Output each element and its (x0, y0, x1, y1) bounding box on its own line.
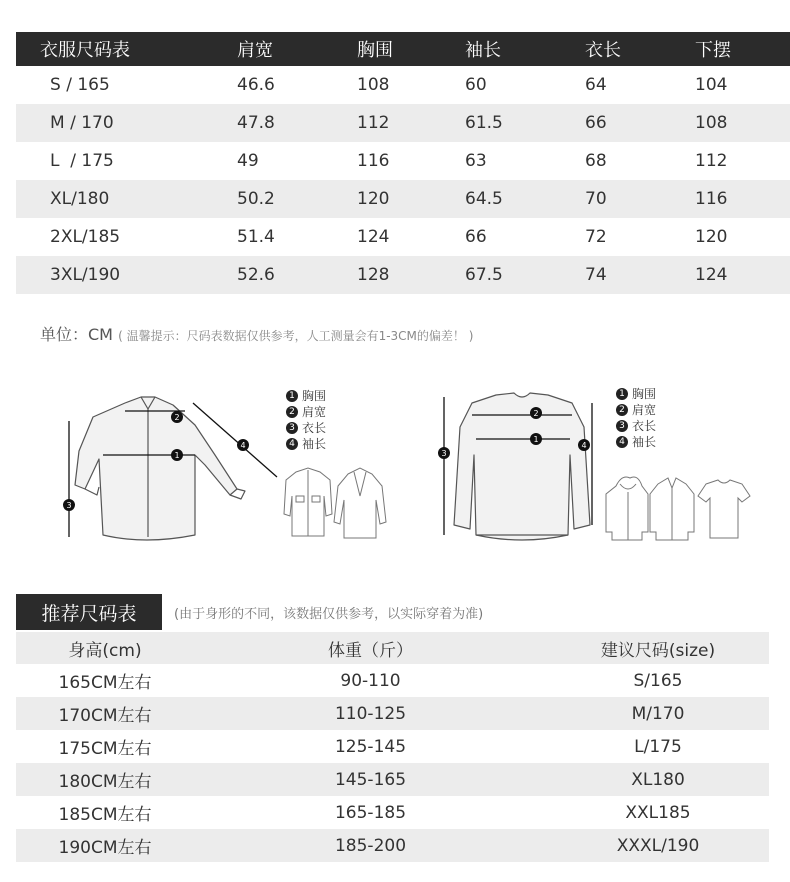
legend-item (616, 402, 656, 418)
size-chart-header (16, 32, 790, 66)
hem-cell: 112 (695, 151, 728, 171)
header-suggested-size: 建议尺码(size) (547, 632, 769, 664)
header-shoulder: 肩宽 (237, 32, 357, 66)
sleeve-cell: 61.5 (465, 104, 585, 142)
recommend-table (16, 632, 769, 862)
legend-label: 衣长 (302, 421, 327, 435)
size-chart-table (16, 32, 790, 294)
header-weight: 体重（斤） (194, 632, 547, 664)
hem-cell: 116 (695, 180, 790, 218)
legend-item (286, 436, 326, 452)
legend-label: 袖长 (302, 437, 327, 451)
weight-cell: 90-110 (340, 670, 401, 691)
table-row (16, 142, 790, 180)
shirt-measurement-diagram (55, 385, 285, 555)
header-chest: 胸围 (357, 32, 465, 66)
size-cell: 3XL/190 (16, 256, 237, 294)
chest-cell: 128 (357, 256, 465, 294)
svg-text:3: 3 (441, 449, 447, 458)
height-cell: 175CM左右 (58, 739, 152, 759)
height-cell: 165CM左右 (58, 673, 152, 693)
legend-label: 肩宽 (302, 405, 327, 419)
svg-text:4: 4 (240, 441, 246, 450)
svg-text:2: 2 (533, 409, 539, 418)
size-cell: L / 175 (50, 151, 114, 171)
size-cell: S / 165 (50, 75, 110, 95)
sleeve-cell: 67.5 (465, 256, 585, 294)
weight-cell: 185-200 (194, 829, 547, 862)
number-4-icon: 4 (616, 436, 628, 448)
number-3-icon: 3 (286, 422, 298, 434)
sleeve-cell: 60 (465, 75, 487, 95)
chest-cell: 124 (357, 227, 390, 247)
size-cell: XL180 (547, 763, 769, 796)
shoulder-cell: 47.8 (237, 104, 357, 142)
header-length: 衣长 (585, 32, 695, 66)
table-row (16, 796, 769, 829)
svg-text:4: 4 (581, 441, 587, 450)
sweater-measurement-diagram (432, 385, 602, 550)
length-cell: 72 (585, 227, 607, 247)
hem-cell: 104 (695, 75, 728, 95)
size-cell: S/165 (633, 670, 683, 691)
legend-item (616, 386, 656, 402)
legend-item (616, 418, 656, 434)
sweater-legend (616, 386, 656, 450)
shoulder-cell: 52.6 (237, 256, 357, 294)
table-row (16, 180, 790, 218)
height-cell: 170CM左右 (16, 697, 194, 730)
legend-item (286, 420, 326, 436)
sleeve-cell: 66 (465, 227, 487, 247)
height-cell: 180CM左右 (16, 763, 194, 796)
size-cell: M/170 (547, 697, 769, 730)
size-cell: M / 170 (16, 104, 237, 142)
table-row (16, 829, 769, 862)
unit-note (40, 322, 473, 345)
number-4-icon: 4 (286, 438, 298, 450)
weight-cell: 125-145 (334, 736, 407, 757)
length-cell: 68 (585, 151, 607, 171)
legend-label: 胸围 (632, 387, 657, 401)
size-cell: 2XL/185 (50, 227, 121, 247)
hem-cell: 120 (695, 227, 728, 247)
number-2-icon: 2 (616, 404, 628, 416)
size-cell: L/175 (634, 736, 682, 757)
weight-cell: 110-125 (194, 697, 547, 730)
hem-cell: 108 (695, 104, 790, 142)
legend-label: 袖长 (632, 435, 657, 449)
header-size: 衣服尺码表 (16, 32, 237, 66)
chest-cell: 108 (357, 75, 390, 95)
height-cell: 185CM左右 (58, 805, 152, 825)
recommend-subtitle: (由于身形的不同，该数据仅供参考，以实际穿着为准) (174, 607, 484, 622)
sleeve-cell: 63 (465, 151, 487, 171)
measurement-tip: ( 温馨提示：尺码表数据仅供参考，人工测量会有1-3CM的偏差！ ) (118, 329, 474, 343)
recommend-header (16, 632, 769, 664)
table-row (16, 697, 769, 730)
table-row (16, 218, 790, 256)
height-cell: 190CM左右 (16, 829, 194, 862)
shoulder-cell: 49 (237, 151, 259, 171)
unit-label: 单位：CM (40, 325, 113, 344)
chest-cell: 116 (357, 151, 390, 171)
length-cell: 70 (585, 180, 695, 218)
legend-label: 肩宽 (632, 403, 657, 417)
table-row (16, 66, 790, 104)
svg-text:3: 3 (66, 501, 72, 510)
table-row (16, 104, 790, 142)
legend-item (286, 388, 326, 404)
sleeve-cell: 64.5 (465, 180, 585, 218)
number-1-icon: 1 (286, 390, 298, 402)
weight-cell: 145-165 (194, 763, 547, 796)
svg-text:2: 2 (174, 413, 180, 422)
chest-cell: 112 (357, 104, 465, 142)
length-cell: 74 (585, 256, 695, 294)
weight-cell: 165-185 (334, 802, 407, 823)
table-row (16, 730, 769, 763)
chest-cell: 120 (357, 180, 465, 218)
size-cell: XXXL/190 (547, 829, 769, 862)
garment-illustrations (602, 474, 752, 546)
shoulder-cell: 51.4 (237, 227, 275, 247)
size-cell: XL/180 (16, 180, 237, 218)
length-cell: 66 (585, 104, 695, 142)
header-hem: 下摆 (695, 32, 790, 66)
shoulder-cell: 50.2 (237, 180, 357, 218)
header-height: 身高(cm) (16, 632, 194, 664)
legend-label: 衣长 (632, 419, 657, 433)
jacket-illustrations (282, 466, 390, 542)
number-2-icon: 2 (286, 406, 298, 418)
legend-item (616, 434, 656, 450)
number-1-icon: 1 (616, 388, 628, 400)
size-cell: XXL185 (625, 802, 691, 823)
table-row (16, 664, 769, 697)
svg-text:1: 1 (174, 451, 180, 460)
length-cell: 64 (585, 75, 607, 95)
legend-item (286, 404, 326, 420)
shirt-legend (286, 388, 326, 452)
recommend-title: 推荐尺码表 (16, 594, 162, 630)
svg-text:1: 1 (533, 435, 539, 444)
legend-label: 胸围 (302, 389, 327, 403)
table-row (16, 763, 769, 796)
table-row (16, 256, 790, 294)
header-sleeve: 袖长 (465, 32, 585, 66)
number-3-icon: 3 (616, 420, 628, 432)
shoulder-cell: 46.6 (237, 75, 275, 95)
hem-cell: 124 (695, 256, 790, 294)
